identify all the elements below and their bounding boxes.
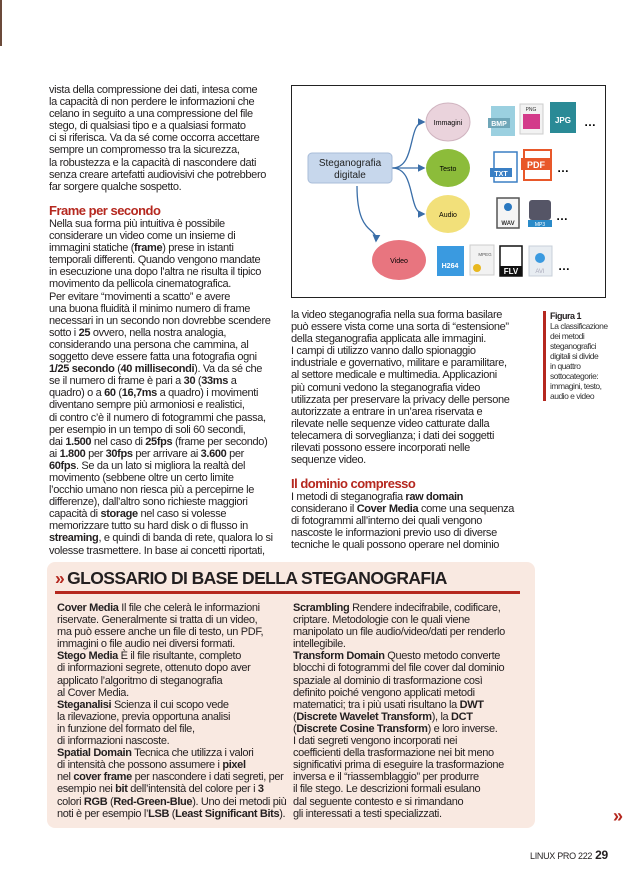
- text-line: [49, 460, 273, 472]
- svg-text:WAV: WAV: [501, 221, 515, 227]
- text-segment: di intensità che possono assumere i: [57, 759, 223, 772]
- bold-term: bit: [115, 783, 128, 796]
- text-line: [49, 242, 273, 254]
- text-line: manipolato un file audio/video/dati per renderlo: [293, 626, 505, 639]
- bold-term: Discrete Cosine Transform: [296, 722, 428, 735]
- category-images: [426, 103, 470, 141]
- text-segment: ) prese in istanti: [162, 242, 234, 255]
- bold-term: Transform Domain: [293, 650, 385, 663]
- text-line: definito poiché vengono applicati metodi: [293, 686, 475, 699]
- text-line: dei metodi: [550, 331, 585, 341]
- text-line: in funzione del formato del file,: [57, 722, 195, 735]
- text-line: [49, 448, 273, 460]
- bold-term: 3: [257, 783, 264, 796]
- root-label-line-1: Steganografia: [318, 158, 382, 169]
- text-segment: Il file che celerà le informazioni: [118, 602, 260, 614]
- text-line: inversa e il “riassemblaggio” per produrre: [293, 771, 479, 784]
- category-images-label: Immagini: [433, 120, 463, 127]
- svg-text:FLV: FLV: [503, 267, 519, 276]
- text-segment: ). Va da sé che: [194, 363, 263, 376]
- text-line: [49, 375, 273, 387]
- text-line: tecniche le quali possono operare nel dominio: [291, 539, 500, 552]
- text-segment: matematici; tra i più usati risultano la: [293, 698, 460, 711]
- text-line: Nella sua forma più intuitiva è possibile: [49, 218, 225, 230]
- figure-caption-text: [550, 321, 608, 401]
- text-line: necessari in un secondo non dovrebbe scendere: [49, 314, 271, 327]
- text-line: criptare. Metodologie con le quali viene: [293, 614, 470, 627]
- figure-steganography-classification: [291, 85, 606, 298]
- bold-term: Discrete Wavelet Transform: [296, 710, 432, 723]
- text-segment: quadro) o a: [49, 387, 105, 400]
- text-line: [293, 723, 505, 735]
- text-segment: per: [85, 447, 106, 460]
- glossary-title-rule: [55, 591, 520, 594]
- text-segment: (: [114, 363, 121, 376]
- bold-term: cover frame: [73, 771, 132, 784]
- txt-file-icon: [490, 152, 517, 182]
- text-line: spaziale al dominio di trasformazione così: [293, 674, 483, 687]
- text-line: utilizzata per preservare la privacy delle persone: [291, 393, 510, 406]
- text-segment: ai: [49, 447, 60, 460]
- text-line: volesse trasmettere. In base ai concetti riportati,: [49, 544, 265, 557]
- text-segment: per nascondere i dati segreti, per: [131, 771, 284, 784]
- bold-term: Cover Media: [356, 503, 419, 516]
- text-line: considerando una persona che cammina, al: [49, 338, 249, 351]
- text-segment: nel: [57, 771, 74, 784]
- text-segment: a: [227, 375, 237, 388]
- text-segment: a quadro) i movimenti: [156, 387, 259, 400]
- glossary-title: [55, 568, 447, 589]
- text-line: [57, 796, 286, 808]
- audio-more-ellipsis: …: [556, 209, 568, 223]
- text-line: [293, 711, 505, 723]
- text-line: intellegibile.: [293, 638, 346, 651]
- text-line: [57, 699, 286, 711]
- text-line: [49, 363, 273, 375]
- glossary-box: [47, 562, 535, 828]
- bold-term: Scrambling: [293, 602, 350, 614]
- text-line: immagini o file audio nei diversi formati.: [57, 638, 235, 651]
- wav-file-icon: [497, 198, 519, 228]
- text-line: coefficienti della trasformazione nei bit meno: [293, 747, 494, 760]
- pdf-file-icon: [521, 150, 551, 180]
- bold-term: 40 millisecondi: [120, 363, 195, 376]
- text-segment: Scienza il cui scopo vede: [111, 698, 229, 711]
- frame-per-secondo-paragraph: [49, 218, 273, 557]
- continue-chevron-icon: »: [613, 806, 624, 826]
- text-line: [293, 602, 505, 614]
- section-heading-dominio-compresso: Il dominio compresso: [291, 476, 416, 491]
- text-segment: (frame per secondo): [172, 435, 268, 448]
- text-line: in quattro: [550, 361, 581, 371]
- text-line: differenze), dall’altro sono richieste maggiori: [49, 496, 248, 509]
- text-line: la video steganografia nella sua forma basilare: [291, 309, 503, 321]
- text-line: audio e video: [550, 391, 595, 401]
- text-line: gli interessati a testi specializzati.: [293, 807, 442, 820]
- text-line: la robustezza e la capacità di nascondere dati: [49, 156, 257, 169]
- text-segment: Questo metodo converte: [384, 650, 501, 663]
- dominio-compresso-paragraph: [291, 491, 514, 551]
- text-segment: È il file risultante, completo: [117, 650, 241, 663]
- text-line: [49, 532, 273, 544]
- figure-caption-title: Figura 1: [550, 311, 582, 321]
- text-line: la rilevazione, previa opportuna analisi: [57, 710, 231, 723]
- bold-term: 1.500: [65, 435, 92, 448]
- text-line: sempre un compromesso tra la sicurezza,: [49, 144, 240, 157]
- bold-term: Least Significant Bits: [175, 807, 280, 820]
- bold-term: pixel: [222, 759, 246, 772]
- category-audio: [426, 195, 470, 233]
- bold-term: Spatial Domain: [57, 747, 132, 760]
- text-line: dal seguente contesto e si rimandano: [293, 795, 464, 808]
- text-segment: I metodi di steganografia: [291, 491, 406, 503]
- text-line: al settore medicale e multimedia. Applicazioni: [291, 369, 497, 382]
- mpeg-file-icon: [470, 245, 494, 275]
- text-line: vista della compressione dei dati, intesa come: [49, 84, 258, 96]
- text-segment: ), la: [431, 710, 452, 723]
- text-segment: Rendere indecifrabile, codificare,: [349, 602, 501, 614]
- text-line: della steganografia applicata alle immagini.: [291, 333, 486, 346]
- category-video-label: Video: [390, 258, 408, 265]
- text-segment: (: [293, 710, 297, 723]
- text-line: applicato l’algoritmo di steganografia: [57, 674, 223, 687]
- bold-term: RGB: [83, 795, 108, 808]
- text-segment: . Se da un lato si migliora la realtà del: [76, 459, 246, 472]
- text-line: di contro c’è il numero di fotogrammi che passa,: [49, 411, 266, 424]
- text-line: Per evitare “movimenti a scatto” e avere: [49, 290, 231, 303]
- avi-file-icon: [529, 246, 552, 276]
- category-audio-label: Audio: [439, 212, 457, 219]
- text-segment: (: [195, 375, 202, 388]
- svg-text:H264: H264: [441, 263, 459, 270]
- root-label-line-2: digitale: [334, 170, 366, 181]
- text-segment: ) e loro inverse.: [427, 722, 498, 735]
- bold-term: DCT: [451, 710, 473, 723]
- category-text-label: Testo: [439, 166, 457, 173]
- text-line: più comuni vedono la steganografia video: [291, 381, 481, 394]
- text-line: una buona fluidità il minimo numero di frame: [49, 302, 251, 315]
- text-segment: ovvero, nella nostra analogia,: [90, 326, 227, 339]
- text-line: [291, 503, 514, 515]
- text-line: I dati segreti vengono incorporati nei: [293, 735, 458, 748]
- page-footer: [530, 848, 608, 862]
- text-segment: per arrivare ai: [132, 447, 201, 460]
- text-line: senza creare artefatti audiovisivi che potrebbero: [49, 168, 267, 181]
- text-segment: per: [226, 447, 244, 460]
- text-line: soggetto deve essere fatta una fotografia ogni: [49, 351, 257, 364]
- text-line: blocchi di fotogrammi del file cover dal dominio: [293, 662, 505, 675]
- text-line: di informazioni nascoste.: [57, 735, 170, 748]
- text-line: ma può essere anche un file di testo, un PDF,: [57, 626, 264, 639]
- glossary-title-text: GLOSSARIO DI BASE DELLA STEGANOGRAFIA: [67, 568, 447, 588]
- bold-term: 60fps: [49, 459, 76, 472]
- png-file-icon: [520, 104, 543, 134]
- bold-term: 25fps: [145, 435, 173, 448]
- bold-term: 30: [183, 375, 196, 388]
- text-line: [57, 650, 286, 662]
- text-segment: Tecnica che utilizza i valori: [131, 747, 254, 760]
- bold-term: storage: [100, 508, 138, 521]
- h264-file-icon: [437, 246, 464, 276]
- text-line: riservate. Generalmente si tratta di un video,: [57, 614, 258, 627]
- text-line: [57, 783, 286, 795]
- text-segment: esempio nei: [57, 783, 116, 796]
- intro-paragraph: [49, 84, 266, 193]
- text-segment: sotto i: [49, 326, 79, 339]
- bold-term: raw domain: [405, 491, 464, 503]
- text-segment: dai: [49, 435, 66, 448]
- text-line: [57, 771, 286, 783]
- flv-file-icon: [500, 246, 522, 276]
- text-line: rilevate nelle sequenze video catturate dalla: [291, 417, 490, 430]
- text-segment: (: [115, 387, 122, 400]
- bold-term: Steganalisi: [57, 698, 112, 711]
- text-line: far sorgere qualche sospetto.: [49, 180, 182, 193]
- text-line: al Cover Media.: [57, 686, 129, 699]
- bold-term: DWT: [459, 698, 484, 711]
- text-line: temporali differenti. Quando vengono mandate: [49, 254, 261, 267]
- video-steganography-paragraph: [291, 309, 510, 466]
- text-line: sottocategorie:: [550, 371, 599, 381]
- text-line: [57, 759, 286, 771]
- text-segment: immagini statiche (: [49, 242, 135, 255]
- text-segment: se il numero di frame è pari a: [49, 375, 184, 388]
- text-line: sequenze video.: [291, 454, 366, 467]
- bold-term: 60: [104, 387, 116, 400]
- text-segment: nel caso si volesse: [137, 508, 227, 521]
- text-line: significativi prima di eseguire la trasformazione: [293, 759, 504, 772]
- text-line: può essere vista come una sorta di “estensione”: [291, 321, 509, 334]
- mp3-file-icon: [528, 200, 552, 228]
- text-line: rilevati possono essere incorporati nelle: [291, 442, 470, 455]
- text-line: [49, 387, 273, 399]
- bold-term: 25: [78, 326, 91, 339]
- arrow-to-audio: [392, 168, 424, 214]
- text-segment: ). Uno dei metodi più: [192, 795, 287, 808]
- text-segment: dell’intensità del colore per i: [127, 783, 258, 796]
- text-line: ci si riferisca. Va da sé come occorra accettare: [49, 132, 260, 145]
- text-line: la capacità di non perdere le informazioni che: [49, 96, 255, 109]
- text-segment: (: [293, 722, 297, 735]
- text-line: in esecuzione una dopo l’altra ne risulta il tipico: [49, 266, 262, 279]
- text-line: il file stego. Le descrizioni formali esulano: [293, 783, 481, 796]
- svg-text:AVI: AVI: [535, 269, 545, 275]
- text-line: diventano sempre più armoniosi e realistici,: [49, 399, 245, 412]
- arrow-to-video: [357, 186, 376, 241]
- text-line: steganografici: [550, 341, 596, 351]
- text-line: industriale e governativo, militare e paramilitare,: [291, 357, 507, 370]
- text-line: stego, di qualsiasi tipo e a qualsiasi formato: [49, 120, 246, 133]
- page-edge-strip: [0, 0, 2, 46]
- text-line: di fotogrammi all’interno dei quali vengono: [291, 515, 483, 528]
- text-line: [293, 699, 505, 711]
- bold-term: 1/25 secondo: [49, 363, 115, 376]
- text-line: memorizzare tutto su hard disk o di flusso in: [49, 520, 248, 533]
- text-line: l’occhio umano non riesca più a percepirne le: [49, 484, 254, 497]
- bmp-file-icon: [488, 106, 515, 136]
- text-segment: nel caso di: [91, 435, 146, 448]
- bold-term: 30fps: [105, 447, 133, 460]
- bold-term: 1.800: [59, 447, 86, 460]
- page-number: 29: [595, 848, 608, 862]
- svg-text:PNG: PNG: [525, 107, 537, 113]
- text-line: considerare un video come un insieme di: [49, 230, 236, 243]
- text-line: La classificazione: [550, 321, 608, 331]
- svg-text:TXT: TXT: [494, 171, 508, 178]
- svg-text:MPEG: MPEG: [478, 252, 492, 257]
- text-segment: ).: [279, 807, 286, 820]
- bold-term: streaming: [49, 532, 99, 545]
- text-line: per esempio in un tempo di soli 60 secondi,: [49, 423, 246, 436]
- text-line: di informazioni segrete, ottenuto dopo aver: [57, 662, 251, 675]
- root-node: [308, 153, 392, 183]
- bold-term: 16,7ms: [121, 387, 157, 400]
- text-segment: considerano il: [291, 503, 357, 516]
- text-segment: colori: [57, 795, 84, 808]
- text-line: [291, 491, 514, 503]
- bold-term: Cover Media: [57, 602, 119, 614]
- text-segment: (: [169, 807, 176, 820]
- magazine-name: LINUX PRO 222: [530, 851, 593, 861]
- text-line: [49, 436, 273, 448]
- glossary-left-column: [57, 602, 286, 820]
- bold-term: LSB: [148, 807, 170, 820]
- glossary-right-column: [293, 602, 505, 820]
- text-more-ellipsis: …: [557, 161, 569, 175]
- svg-text:MP3: MP3: [534, 222, 546, 228]
- text-line: digitali si divide: [550, 351, 599, 361]
- classification-diagram: [292, 86, 605, 297]
- svg-text:JPG: JPG: [554, 116, 572, 125]
- figure-caption: [543, 311, 608, 401]
- images-more-ellipsis: …: [584, 115, 596, 129]
- text-segment: (: [107, 795, 114, 808]
- text-line: I campi di utilizzo vanno dallo spionaggio: [291, 345, 476, 358]
- bold-term: 3.600: [200, 447, 227, 460]
- text-line: movimento (sebbene oltre un certo limite: [49, 471, 234, 484]
- jpg-file-icon: [550, 102, 576, 133]
- video-more-ellipsis: …: [558, 259, 570, 273]
- section-heading-frame-per-secondo: Frame per secondo: [49, 203, 161, 218]
- bold-term: 33ms: [201, 375, 228, 388]
- bold-term: frame: [134, 242, 163, 255]
- text-line: [57, 602, 286, 614]
- chevron-icon: »: [55, 568, 65, 588]
- text-line: [49, 508, 273, 520]
- text-segment: come una sequenza: [418, 503, 515, 516]
- text-segment: noti è per esempio l’: [57, 807, 149, 820]
- text-line: nascoste le informazioni previo uso di diverse: [291, 527, 497, 540]
- text-segment: , e quindi di banda di rete, qualora lo si: [98, 532, 273, 545]
- text-line: immagini, testo,: [550, 381, 602, 391]
- text-segment: capacità di: [49, 508, 101, 521]
- text-line: [57, 747, 286, 759]
- text-line: [49, 327, 273, 339]
- category-video: [372, 240, 426, 280]
- bold-term: Red-Green-Blue: [113, 795, 193, 808]
- arrow-to-images: [392, 122, 424, 168]
- svg-text:PDF: PDF: [527, 160, 545, 170]
- text-line: telecamera di sorveglianza; i dati dei soggetti: [291, 429, 495, 442]
- text-line: movimento da pellicola cinematografica.: [49, 278, 232, 291]
- category-text: [426, 149, 470, 187]
- bold-term: Stego Media: [57, 650, 118, 663]
- svg-text:BMP: BMP: [491, 121, 507, 128]
- text-line: celano in seguito a una compressione del file: [49, 108, 253, 121]
- text-line: autorizzate a entrare in un’area riservata e: [291, 405, 483, 418]
- text-line: [57, 808, 286, 820]
- text-line: [293, 650, 505, 662]
